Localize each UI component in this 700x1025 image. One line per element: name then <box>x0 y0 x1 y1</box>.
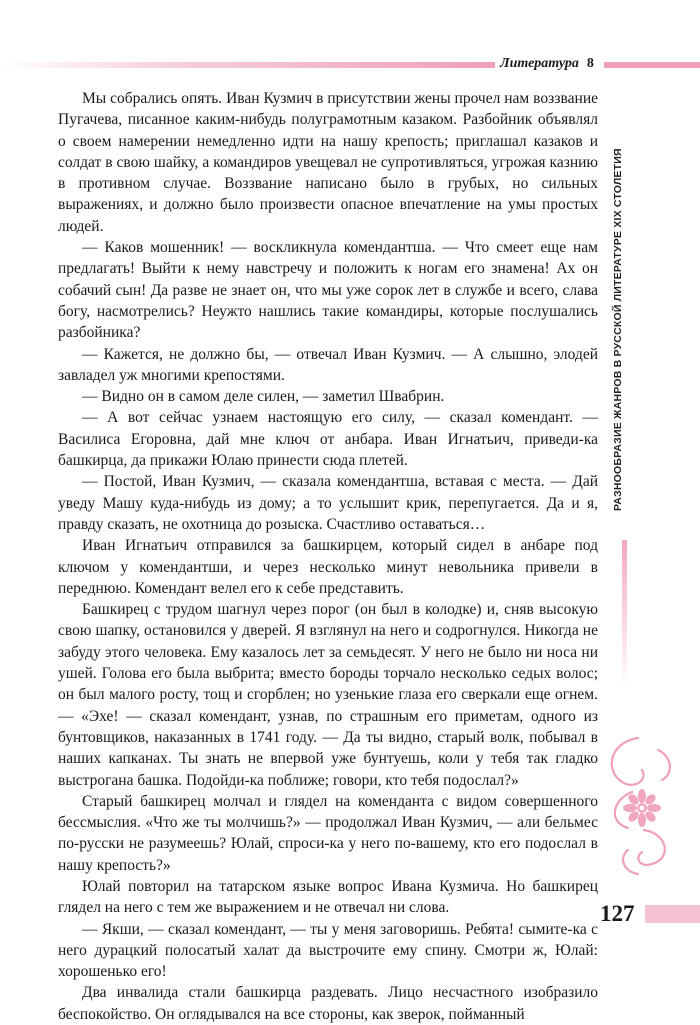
header-grade: 8 <box>586 56 594 71</box>
paragraph: — Якши, — сказал комендант, — ты у меня заговоришь. Ребята! сымите-ка с него дурацкий полосатый халат да выстрочите ему спину. Смотри ж, Юлай: хорошенько его! <box>58 920 598 981</box>
header-subject: Литература <box>500 56 579 71</box>
footer-accent-bar <box>645 905 700 923</box>
floral-ornament-icon <box>598 730 678 880</box>
paragraph: — Кажется, не должно бы, — отвечал Иван Кузмич. — А слышно, элодей завладел уж многими крепостями. <box>58 345 598 384</box>
side-decorative-bar <box>622 540 627 690</box>
paragraph: — А вот сейчас узнаем настоящую его силу, — сказал комендант. — Василиса Егоровна, дай мне ключ от анбара. Иван Игнатьич, приведи-ка башкирца, да прикажи Юлаю принести сюда плетей. <box>58 409 598 470</box>
running-header <box>500 54 594 74</box>
paragraph: — Постой, Иван Кузмич, — сказала комендантша, вставая с места. — Дай уведу Машу куда-нибудь из дому; а то услышит крик, перепугается. Да и я, правду сказать, не охотница до розыска. Счастливо оставаться… <box>58 473 598 533</box>
section-side-title: РАЗНООБРАЗИЕ ЖАНРОВ В РУССКОЙ ЛИТЕРАТУРЕ XIX СТОЛЕТИЯ <box>612 120 636 540</box>
paragraph: — Видно он в самом деле силен, — заметил Швабрин. <box>82 388 445 406</box>
paragraph: — Каков мошенник! — воскликнула комендантша. — Что смеет еще нам предлагать! Выйти к нему навстречу и положить к ногам его знамена! Ах он собачий сын! Да разве не знает он, что мы уже сорок лет в службе и всего, слава богу, насмотрелись? Неужто нашлись такие командиры, которые послушались разбойника? <box>58 239 598 342</box>
paragraph: Башкирец с трудом шагнул через порог (он был в колодке) и, сняв высокую свою шапку, остановился у дверей. Я взглянул на него и содрогнулся. Никогда не забуду этого человека. Ему казалось лет за семьдесят. У него не было ни носа ни ушей. Голова его была выбрита; вместо бороды торчало несколько седых волос; он был малого росту, тощ и сгорблен; но узенькие глаза его сверкали еще огнем. — «Эхе! — сказал комендант, узнав, по страшным его приметам, одного из бунтовщиков, наказанных в 1741 году. — Да ты видно, старый волк, побывал в наших капканах. Ты знать не впервой уже бунтуешь, коли у тебя так гладко выстрогана башка. Подойди-ка поближе; говори, кто тебя подослал?» <box>58 601 598 789</box>
paragraph: Юлай повторил на татарском языке вопрос Ивана Кузмича. Но башкирец глядел на него с тем же выражением и не отвечал ни слова. <box>58 877 598 917</box>
paragraph: Старый башкирец молчал и глядел на коменданта с видом совершенного бессмыслия. «Что же ты молчишь?» — продолжал Иван Кузмич, — али бельмес по-русски не разумеешь? Юлай, спроси-ка у него по-вашему, кто его подослал в нашу крепость?» <box>58 792 598 874</box>
header-accent-bar <box>604 62 700 68</box>
paragraph: Два инвалида стали башкирца раздевать. Лицо несчастного изобразило беспокойство. Он оглядывался на все стороны, как зверок, пойманный <box>58 984 598 1023</box>
page-number: 127 <box>600 901 635 926</box>
paragraph: Мы собрались опять. Иван Кузмич в присутствии жены прочел нам воззвание Пугачева, писанное каким-нибудь полуграмотным казаком. Разбойник объявлял о своем намерении немедленно идти на нашу крепость; приглашал казаков и солдат в свою шайку, а командиров увещевал не супротивляться, угрожая казнию в противном случае. Воззвание написано было в грубых, но сильных выражениях, и должно было произвести опасное впечатление на умы простых людей. <box>58 90 598 235</box>
page-text <box>58 88 598 1025</box>
header-decorative-line <box>0 62 495 68</box>
paragraph: Иван Игнатьич отправился за башкирцем, который сидел в анбаре под ключом у комендантши, и через несколько минут невольника привели в переднюю. Комендант велел его к себе представить. <box>58 537 598 597</box>
